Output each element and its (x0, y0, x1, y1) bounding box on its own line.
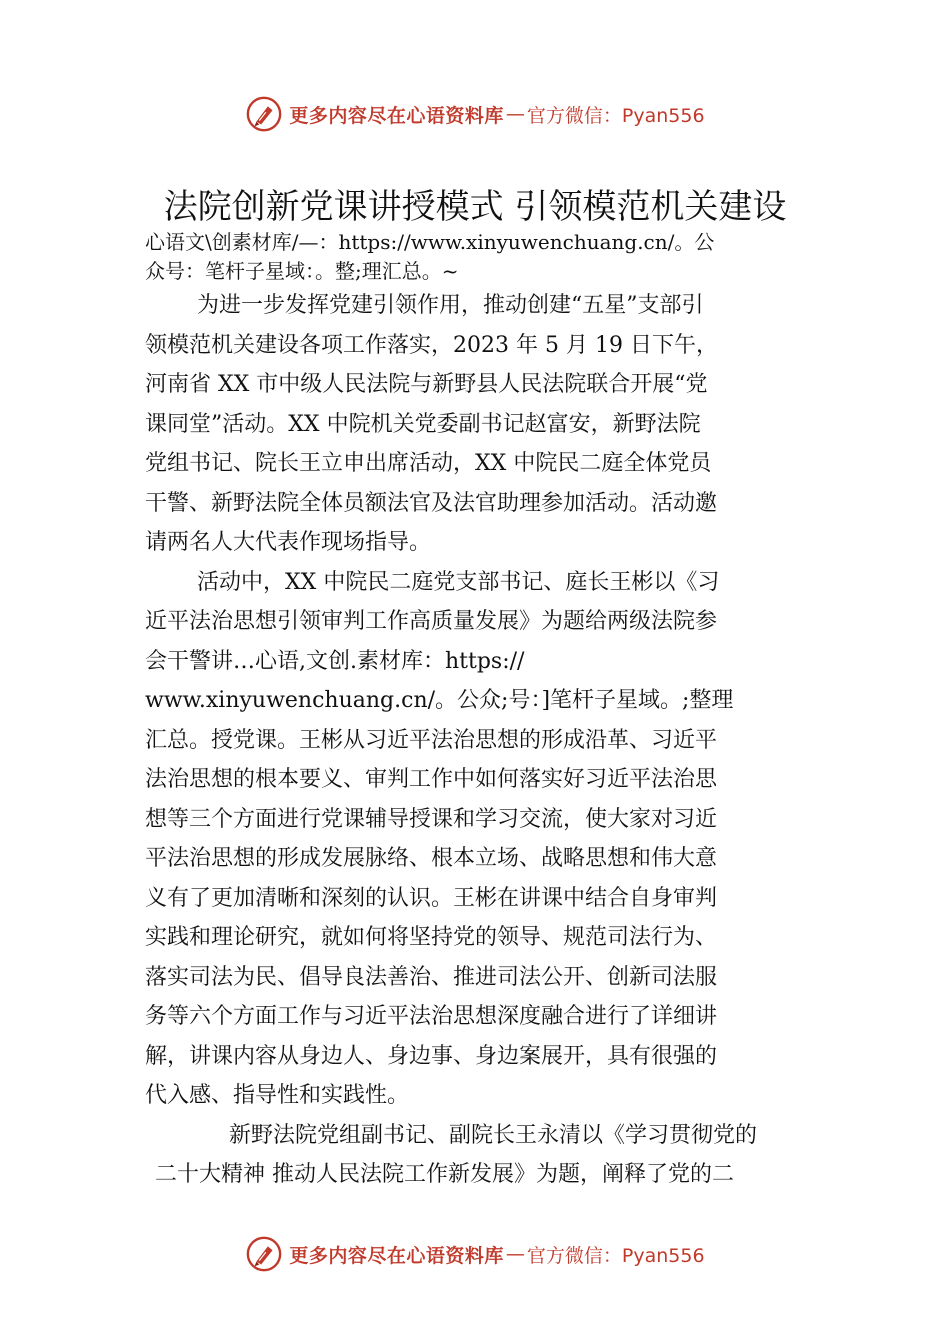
body-line: 法治思想的根本要义、审判工作中如何落实好习近平法治思 (145, 767, 718, 792)
source-line: 众号：笔杆子星域：。整;理汇总。~ (145, 259, 459, 283)
body-line: 汇总。授党课。王彬从习近平法治思想的形成沿革、习近平 (145, 727, 718, 753)
source-line: 心语文\创素材库/—：https://www.xinyuwenchuang.cn/。公 (145, 230, 715, 254)
body-line: 解，讲课内容从身边人、身边事、身边案展开，具有很强的 (145, 1043, 718, 1069)
body-line: 活动中，XX 中院民二庭党支部书记、庭长王彬以《习 (197, 569, 720, 595)
header-banner (0, 92, 950, 136)
body-line: 代入感、指导性和实践性。 (145, 1083, 410, 1108)
footer-banner (0, 1232, 950, 1276)
banner-separator: — (505, 1243, 525, 1265)
body-line: 实践和理论研究，就如何将坚持党的领导、规范司法行为、 (145, 925, 718, 950)
source-note (145, 228, 835, 286)
body-line: 义有了更加清晰和深刻的认识。王彬在讲课中结合自身审判 (145, 885, 718, 911)
body-line: 为进一步发挥党建引领作用，推动创建“五星”支部引 (197, 293, 704, 318)
document-title: 法院创新党课讲授模式 引领模范机关建设 (163, 187, 787, 227)
banner-wechat-text: 官方微信：Pyan556 (526, 104, 705, 127)
body-line: 领模范机关建设各项工作落实，2023 年 5 月 19 日下午， (145, 332, 718, 358)
pen-nib-logo-icon (245, 1235, 283, 1273)
banner-site-text: 更多内容尽在心语资料库 (289, 1244, 504, 1267)
body-line: 干警、新野法院全体员额法官及法官助理参加活动。活动邀 (145, 490, 718, 516)
banner-separator: — (505, 103, 525, 125)
body-line: 务等六个方面工作与习近平法治思想深度融合进行了详细讲 (145, 1004, 718, 1029)
body-line: 平法治思想的形成发展脉络、根本立场、战略思想和伟大意 (145, 846, 718, 871)
body-line: 新野法院党组副书记、副院长王永清以《学习贯彻党的 (229, 1122, 758, 1148)
body-line: 落实司法为民、倡导良法善治、推进司法公开、创新司法服 (145, 964, 718, 990)
banner-wechat-text: 官方微信：Pyan556 (526, 1244, 705, 1267)
body-line: 想等三个方面进行党课辅导授课和学习交流，使大家对习近 (145, 806, 718, 832)
body-line: www.xinyuwenchuang.cn/。公众;号：]笔杆子星域。;整理 (145, 688, 734, 713)
body-line: 党组书记、院长王立申出席活动，XX 中院民二庭全体党员 (145, 451, 712, 476)
document-body (145, 286, 825, 1195)
body-line: 请两名人大代表作现场指导。 (145, 530, 432, 555)
body-line: 近平法治思想引领审判工作高质量发展》为题给两级法院参 (145, 609, 718, 634)
body-line: 二十大精神 推动人民法院工作新发展》为题，阐释了党的二 (155, 1162, 734, 1187)
pen-nib-logo-icon (245, 95, 283, 133)
body-line: 课同堂”活动。XX 中院机关党委副书记赵富安，新野法院 (145, 411, 701, 437)
body-line: 会干警讲…心语,文创.素材库：https:// (145, 648, 525, 674)
banner-site-text: 更多内容尽在心语资料库 (289, 104, 504, 127)
body-line: 河南省 XX 市中级人民法院与新野县人民法院联合开展“党 (145, 372, 708, 397)
